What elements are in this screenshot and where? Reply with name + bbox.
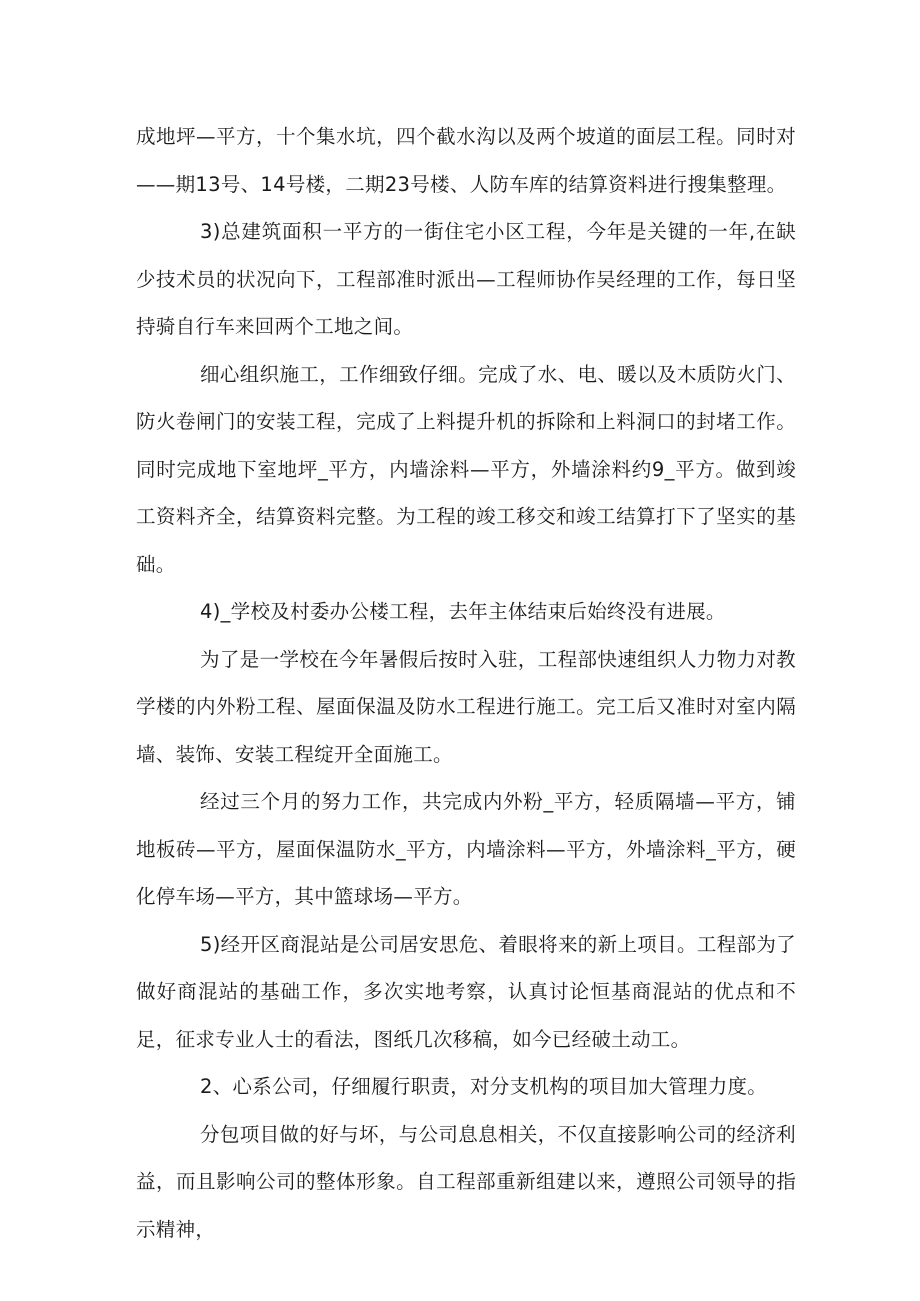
paragraph-8: 2、心系公司，仔细履行职责，对分支机构的项目加大管理力度。 <box>200 1075 768 1098</box>
paragraph-3: 细心组织施工，工作细致仔细。完成了水、电、暖以及木质防火门、防火卷闸门的安装工程，完成了上料提升机的拆除和上料洞口的封堵工作。同时完成地下室地坪_平方，内墙涂料—平方，外墙涂料约9_平方。做到竣工资料齐全，结算资料完整。为工程的竣工移交和竣工结算打下了坚实的基础。 <box>136 362 796 576</box>
paragraph-5: 为了是一学校在今年暑假后按时入驻，工程部快速组织人力物力对教学楼的内外粉工程、屋面保温及防水工程进行施工。完工后又准时对室内隔墙、装饰、安装工程绽开全面施工。 <box>136 647 796 766</box>
paragraph-7: 5)经开区商混站是公司居安思危、着眼将来的新上项目。工程部为了做好商混站的基础工作，多次实地考察，认真讨论恒基商混站的优点和不足，征求专业人士的看法，图纸几次移稿，如今已经破土动工。 <box>136 932 796 1051</box>
paragraph-2: 3)总建筑面积一平方的一街住宅小区工程，今年是关键的一年,在缺少技术员的状况向下，工程部准时派出—工程师协作吴经理的工作，每日坚持骑自行车来回两个工地之间。 <box>136 220 796 338</box>
paragraph-4: 4)_学校及村委办公楼工程，去年主体结束后始终没有进展。 <box>200 600 726 623</box>
paragraph-6: 经过三个月的努力工作，共完成内外粉_平方，轻质隔墙—平方，铺地板砖—平方，屋面保温防水_平方，内墙涂料—平方，外墙涂料_平方，硬化停车场—平方，其中篮球场—平方。 <box>136 790 796 908</box>
paragraph-9: 分包项目做的好与坏，与公司息息相关，不仅直接影响公司的经济利益，而且影响公司的整体形象。自工程部重新组建以来，遵照公司领导的指示精神， <box>136 1122 796 1241</box>
document-body <box>136 113 796 1253</box>
paragraph-1: 成地坪—平方，十个集水坑，四个截水沟以及两个坡道的面层工程。同时对——期13号、14号楼，二期23号楼、人防车库的结算资料进行搜集整理。 <box>136 125 796 196</box>
